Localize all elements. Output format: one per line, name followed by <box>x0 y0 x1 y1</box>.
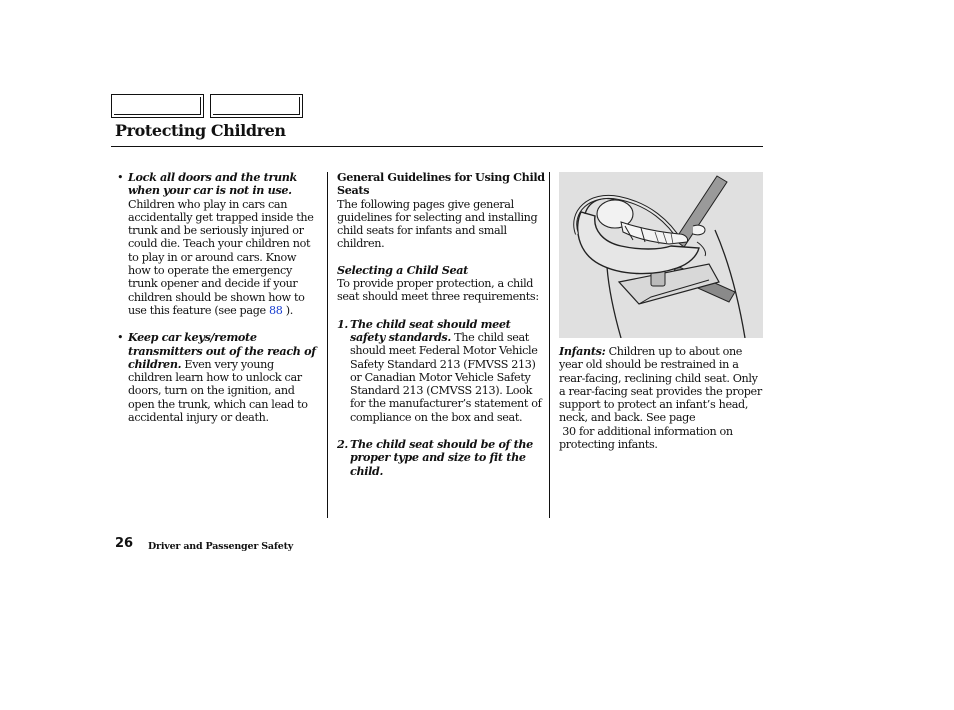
item-lead: The child seat should meet safety standards. <box>350 316 511 344</box>
infant-rear-facing-child-seat-icon <box>559 172 763 338</box>
column-3 <box>559 345 764 451</box>
section-intro: The following pages give general guidelines for selecting and installing child seats for infants and small children. <box>337 197 538 251</box>
infants-page-reference: 30 for additional information on protecting infants. <box>559 424 736 452</box>
subsection-heading: Selecting a Child Seat <box>337 262 468 277</box>
footer-section-label: Driver and Passenger Safety <box>148 541 294 552</box>
bullet-icon: • <box>117 171 124 184</box>
bullet-icon: • <box>117 331 124 345</box>
column-1 <box>117 171 320 424</box>
header-tab-box-left <box>111 94 204 118</box>
bullet-body: Children who play in cars can accidentally get trapped inside the trunk and be seriously injured or could die. Teach your children not to play in or around cars. Know how to operate the emergency trunk opener and decide if your children should be shown how to use this feature (see page <box>128 197 314 317</box>
bullet-item-lock-doors <box>117 171 320 317</box>
page-title: Protecting Children <box>115 121 286 140</box>
title-rule <box>111 146 763 147</box>
bullet-lead: Keep car keys/remote transmitters out of the reach of children. <box>128 330 316 371</box>
bullet-body-end: ). <box>282 303 293 317</box>
bullet-body: Even very young children learn how to unlock car doors, turn on the ignition, and open the trunk, which can lead to accidental injury or death. <box>128 357 308 425</box>
subsection-intro: To provide proper protection, a child seat should meet three requirements: <box>337 277 539 304</box>
page-number: 26 <box>115 536 134 551</box>
section-heading: General Guidelines for Using Child Seats <box>337 170 545 198</box>
column-divider-1 <box>327 172 328 518</box>
requirement-item-1 <box>337 318 545 424</box>
item-lead: The child seat should be of the proper type and size to fit the child. <box>350 437 533 478</box>
item-number: 2. <box>337 437 348 452</box>
column-divider-2 <box>549 172 550 518</box>
infants-body: Children up to about one year old should be restrained in a rear-facing, reclining child seat. Only a rear-facing seat provides the proper support to protect an infant’s head, neck, and back. See page <box>559 345 762 425</box>
requirement-item-2 <box>337 438 545 478</box>
item-body: The child seat should meet Federal Motor Vehicle Safety Standard 213 (FMVSS 213) or Canadian Motor Vehicle Safety Standard 213 (CMVSS 213). Look for the manufacturer’s statement of compliance on the box and seat. <box>350 330 542 424</box>
infant-child-seat-illustration <box>559 172 763 338</box>
page-link-88[interactable]: 88 <box>268 303 283 317</box>
infants-paragraph <box>559 345 764 425</box>
bullet-item-car-keys <box>117 331 320 424</box>
infants-lead: Infants: <box>559 344 606 358</box>
header-tab-box-right <box>210 94 303 118</box>
column-2 <box>337 171 545 478</box>
item-number: 1. <box>337 316 348 331</box>
bullet-lead: Lock all doors and the trunk when your car is not in use. <box>128 170 297 198</box>
